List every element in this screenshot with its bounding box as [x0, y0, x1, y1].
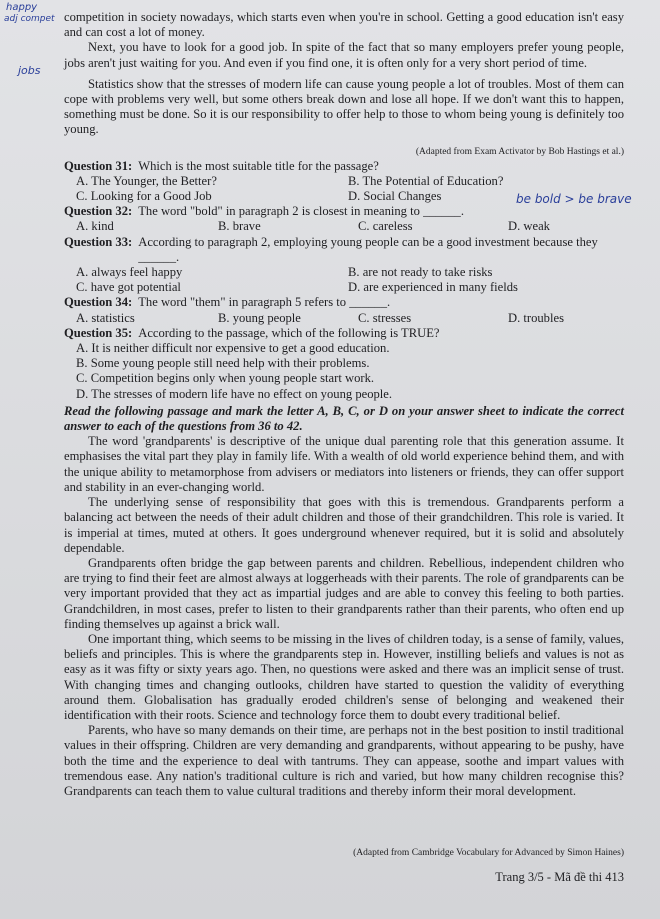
question-32 — [64, 204, 624, 234]
option-c[interactable]: C. Looking for a Good Job — [76, 189, 212, 204]
option-b[interactable]: B. Some young people still need help with their problems. — [76, 356, 370, 371]
question-label: Question 33: — [64, 234, 133, 249]
question-text: Which is the most suitable title for the passage? — [138, 158, 379, 173]
question-31 — [64, 159, 624, 205]
handwritten-note-happy: happy — [6, 2, 38, 13]
option-a[interactable]: A. It is neither difficult nor expensive to get a good education. — [76, 341, 390, 356]
question-text: According to the passage, which of the following is TRUE? — [138, 325, 440, 340]
question-33 — [64, 235, 624, 296]
option-a[interactable]: A. statistics — [76, 310, 135, 325]
option-b[interactable]: B. are not ready to take risks — [348, 265, 493, 280]
option-d[interactable]: D. The stresses of modern life have no effect on young people. — [76, 386, 393, 401]
passage2-reference: (Adapted from Cambridge Vocabulary for Advanced by Simon Haines) — [353, 848, 624, 858]
option-c[interactable]: C. careless — [358, 219, 413, 234]
option-a[interactable]: A. kind — [76, 219, 114, 234]
passage2-paragraph2: The underlying sense of responsibility that goes with this is tremendous. Grandparents perform a balancing act between the needs of their adult children and those of their grandchildren. This role is varied. It is imperial at times, muted at others. It goes underground whenever required, but it is solid and absolutely dependable. — [64, 495, 624, 555]
page-number: Trang 3/5 - Mã đề thi 413 — [495, 870, 624, 884]
option-d[interactable]: D. are experienced in many fields — [348, 280, 518, 295]
option-a[interactable]: A. The Younger, the Better? — [76, 173, 217, 188]
question-label: Question 34: — [64, 295, 133, 310]
section-instruction: Read the following passage and mark the letter A, B, C, or D on your answer sheet to indicate the correct answer to each of the questions from 36 to 42. — [64, 403, 624, 434]
question-label: Question 35: — [64, 325, 133, 340]
passage2-paragraph4: One important thing, which seems to be missing in the lives of children today, is a sense of family, values, beliefs and principles. This is where the grandparents step in. However, instilling beliefs and values is not as easy as it was fifty or sixty years ago. Then, no questions were asked and there was an implicit sense of trust. With changing times and changing outlooks, children have started to question the validity of everything around them. Globalisation has gradually eroded children's sense of belonging and weakened their identification with their roots. Science and technology force them to doubt every traditional belief. — [64, 631, 624, 722]
passage2-paragraph1: The word 'grandparents' is descriptive of the unique dual parenting role that this generation assume. It emphasises the vital part they play in family life. With a wealth of old world experience behind them, and with the unique ability to metamorphose from advisers or mediators into listeners or friends, they can offer support and stability in an ever-changing world. — [64, 434, 624, 494]
passage1-paragraph3: Statistics show that the stresses of modern life can cause young people a lot of troubles. Most of them can cope with problems very well, but some others break down and lose all hope. If we don't want this to happen, something must be done. So it is our responsibility to offer help to those to whom being young is definitely too young. — [64, 76, 624, 137]
handwritten-note-bold-brave: be bold > be brave — [516, 192, 632, 206]
handwritten-note-competition: adj compet — [4, 14, 55, 24]
passage1-paragraph2: Next, you have to look for a good job. In spite of the fact that so many employers prefer young people, jobs aren't just waiting for you. And even if you find one, it is often only for a very short period of time. — [64, 40, 624, 70]
question-35 — [64, 326, 624, 402]
option-b[interactable]: B. The Potential of Education? — [348, 173, 504, 188]
option-d[interactable]: D. Social Changes — [348, 189, 442, 204]
question-text: The word "bold" in paragraph 2 is closest in meaning to ______. — [138, 204, 464, 219]
option-d[interactable]: D. troubles — [508, 310, 564, 325]
question-label: Question 32: — [64, 204, 133, 219]
passage1-paragraph1-tail: competition in society nowadays, which starts even when you're in school. Getting a good education isn't easy and can cost a lot of money. — [64, 10, 624, 40]
question-text: The word "them" in paragraph 5 refers to ______. — [138, 295, 391, 310]
option-d[interactable]: D. weak — [508, 219, 550, 234]
question-text: According to paragraph 2, employing young people can be a good investment because they ______. — [138, 234, 598, 264]
option-c[interactable]: C. Competition begins only when young people start work. — [76, 371, 375, 386]
option-c[interactable]: C. have got potential — [76, 280, 181, 295]
passage2-paragraph5: Parents, who have so many demands on their time, are perhaps not in the best position to instil traditional values in their offspring. Children are very demanding and grandparents, without appearing to be pushy, have both the time and the experience to deal with tantrums. They can appease, soothe and impart values with tremendous ease. Any nation's traditional culture is rich and varied, but how many children recognise this? Grandparents can teach them to value cultural traditions and thereby inform their moral development. — [64, 723, 624, 798]
option-b[interactable]: B. young people — [218, 310, 301, 325]
page-content — [64, 10, 624, 799]
question-34 — [64, 295, 624, 325]
passage2-paragraph3: Grandparents often bridge the gap between parents and children. Rebellious, independent children who are trying to find their feet are almost always at loggerheads with their parents. The role of grandparents can be very important provided that they act as impartial judges and are able to convey this feeling to both parties. Grandchildren, in most cases, prefer to listen to their grandparents rather than their parents, who often end up finding themselves up against a brick wall. — [64, 555, 624, 631]
option-b[interactable]: B. brave — [218, 219, 261, 234]
option-a[interactable]: A. always feel happy — [76, 265, 183, 280]
handwritten-note-jobs: jobs — [18, 64, 41, 77]
question-label: Question 31: — [64, 158, 133, 173]
passage1-reference: (Adapted from Exam Activator by Bob Hastings et al.) — [415, 146, 624, 157]
option-c[interactable]: C. stresses — [358, 310, 412, 325]
